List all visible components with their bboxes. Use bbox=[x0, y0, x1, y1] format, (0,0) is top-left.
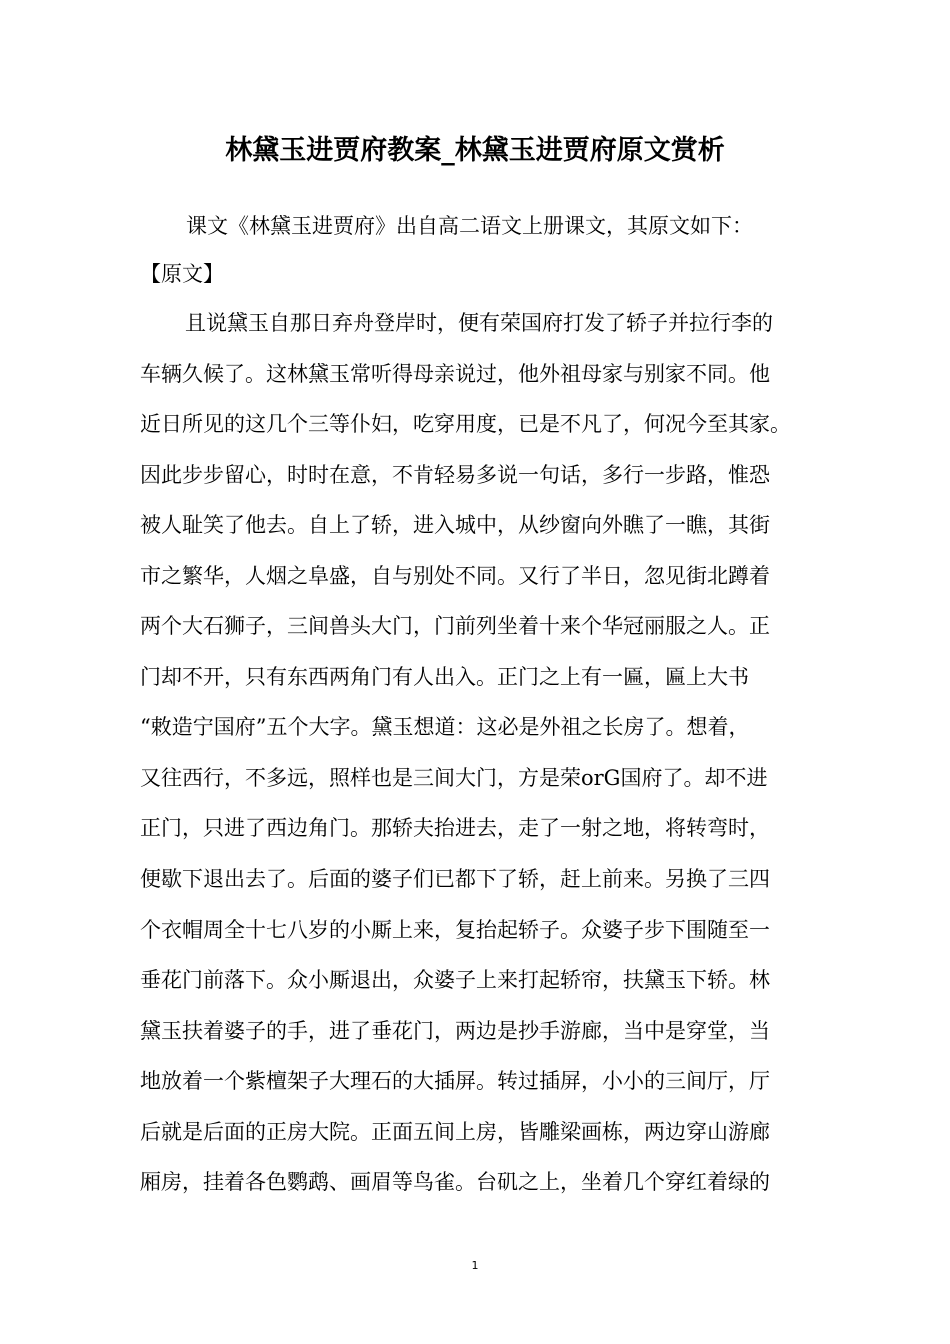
text-line: 便歇下退出去了。后面的婆子们已都下了轿，赶上前来。另换了三四 bbox=[140, 867, 770, 892]
text-line: 黛玉扶着婆子的手，进了垂花门，两边是抄手游廊，当中是穿堂，当 bbox=[140, 1018, 770, 1043]
text-line: 两个大石狮子，三间兽头大门，门前列坐着十来个华冠丽服之人。正 bbox=[140, 614, 770, 639]
text-line: 市之繁华，人烟之阜盛，自与别处不同。又行了半日，忽见街北蹲着 bbox=[140, 563, 770, 588]
text-line: 被人耻笑了他去。自上了轿，进入城中，从纱窗向外瞧了一瞧，其街 bbox=[140, 513, 770, 538]
text-line: 个衣帽周全十七八岁的小厮上来，复抬起轿子。众婆子步下围随至一 bbox=[140, 917, 770, 942]
document-title: 林黛玉进贾府教案_林黛玉进贾府原文赏析 bbox=[225, 135, 725, 166]
text-line: 因此步步留心，时时在意，不肯轻易多说一句话，多行一步路，惟恐 bbox=[140, 462, 770, 487]
section-heading-original-text: 【原文】 bbox=[140, 262, 224, 286]
page-number: 1 bbox=[471, 1259, 479, 1272]
intro-paragraph: 课文《林黛玉进贾府》出自高二语文上册课文，其原文如下： bbox=[186, 214, 753, 238]
text-line: 正门，只进了西边角门。那轿夫抬进去，走了一射之地，将转弯时， bbox=[140, 816, 770, 841]
text-line: 后就是后面的正房大院。正面五间上房，皆雕梁画栋，两边穿山游廊 bbox=[140, 1119, 770, 1144]
text-line: “敕造宁国府”五个大字。黛玉想道：这必是外祖之长房了。想着， bbox=[140, 715, 750, 740]
text-line: 又往西行，不多远，照样也是三间大门，方是荣orG国府了。却不进 bbox=[140, 765, 768, 790]
text-line: 且说黛玉自那日弃舟登岸时，便有荣国府打发了轿子并拉行李的 bbox=[185, 311, 773, 335]
text-line: 厢房，挂着各色鹦鹉、画眉等鸟雀。台矶之上，坐着几个穿红着绿的 bbox=[140, 1170, 770, 1195]
text-line: 门却不开，只有东西两角门有人出入。正门之上有一匾，匾上大书 bbox=[140, 664, 749, 689]
text-line: 近日所见的这几个三等仆妇，吃穿用度，已是不凡了，何况今至其家。 bbox=[140, 412, 791, 437]
text-line: 车辆久候了。这林黛玉常听得母亲说过，他外祖母家与别家不同。他 bbox=[140, 361, 770, 386]
text-line: 垂花门前落下。众小厮退出，众婆子上来打起轿帘，扶黛玉下轿。林 bbox=[140, 968, 770, 993]
text-line: 地放着一个紫檀架子大理石的大插屏。转过插屏，小小的三间厅，厅 bbox=[140, 1069, 770, 1094]
original-text-body bbox=[140, 306, 830, 1216]
